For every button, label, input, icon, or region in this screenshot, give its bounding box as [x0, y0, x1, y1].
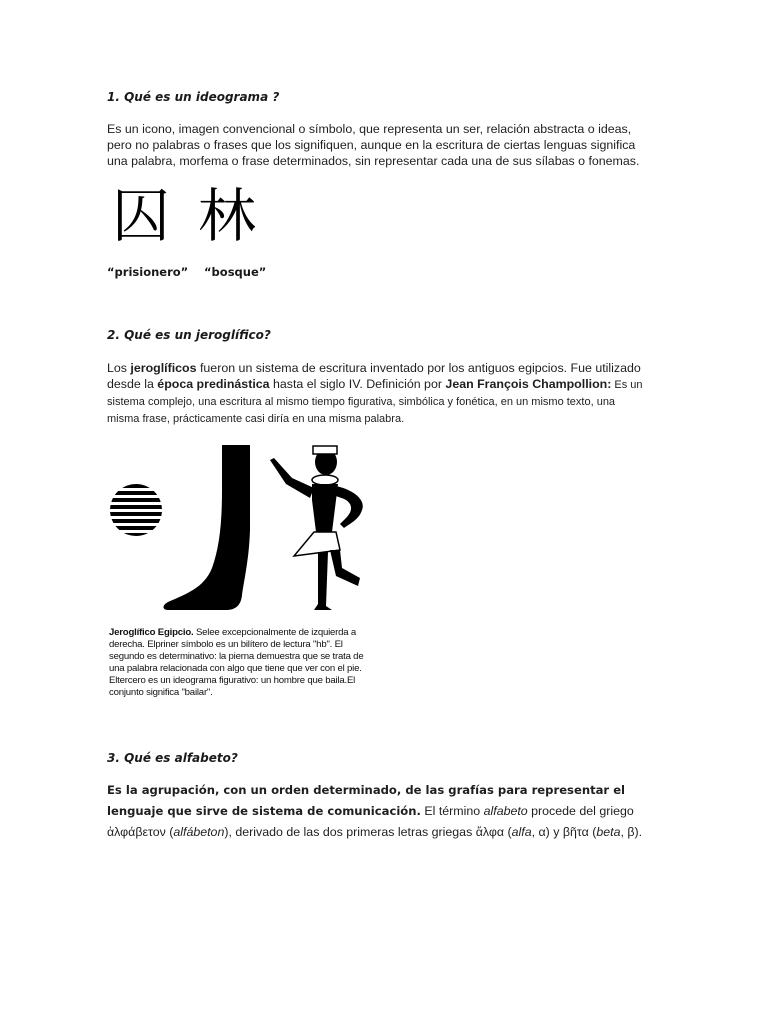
bold-champollion: Jean François Champollion:: [445, 377, 612, 391]
striped-disc-icon: [108, 484, 164, 537]
italic-term: alfábeton: [173, 825, 225, 839]
paragraph-ideograma: Es un icono, imagen convencional o símbolo, que representa un ser, relación abstracta o ideas, pero no palabras o frases que los signifiquen, aunque en la escritura de ciertas lenguas significa una palabra, morfema o frase determinados, sin representar cada una de sus sílabas o fonemas.: [107, 122, 640, 168]
italic-term: alfabeto: [483, 804, 528, 818]
italic-term: alfa: [511, 825, 532, 839]
label-bosque: “bosque”: [204, 265, 267, 279]
hanzi-prisionero: 囚: [112, 182, 171, 250]
text-run: , α) y βῆτα (: [531, 825, 597, 839]
caption-bold: Jeroglífico Egipcio.: [109, 627, 194, 638]
text-run: Los: [107, 361, 131, 375]
paragraph-alfabeto: [107, 780, 667, 843]
text-run-small: Es un sistema complejo, una escritura al mismo tiempo figurativa, simbólica y fonética, en un mismo texto, una misma frase, prácticamente casi diría en una misma palabra.: [107, 379, 643, 425]
caption-text: Selee excepcionalmente de izquierda a derecha. Elpriner símbolo es un bilítero de lectura "hb". El segundo es determinativo: la pierna demuestra que se trata de una palabra relacionada con algo que tiene que ver con el pie. Eltercero es un ideograma figurativo: un hombre que baila.El conjunto significa "bailar".: [109, 627, 364, 698]
caption-jeroglifico: [109, 627, 371, 699]
italic-term: beta: [596, 825, 621, 839]
text-run: fueron un sistema de escritura inventado por los antiguos egipcios. Fue utilizado desde la: [107, 361, 641, 391]
bold-definition: Es la agrupación, con un orden determinado, de las grafías para representar el lenguaje que sirve de sistema de comunicación.: [107, 783, 626, 818]
paragraph-jeroglifico: [107, 360, 647, 427]
text-run: ), derivado de las dos primeras letras griegas ἄλφα (: [224, 825, 512, 839]
heading-ideograma: 1. Qué es un ideograma ?: [107, 90, 280, 104]
heading-alfabeto: 3. Qué es alfabeto?: [107, 751, 238, 765]
bold-epoca: época predinástica: [157, 377, 270, 391]
text-run: , β).: [620, 825, 643, 839]
hieroglyph-figure: [104, 440, 374, 620]
text-run: procede del griego ἀλφάβετον (: [107, 804, 634, 839]
dancing-man-icon: [270, 446, 363, 610]
heading-jeroglifico: 2. Qué es un jeroglífico?: [107, 328, 271, 342]
text-run: El término: [420, 804, 484, 818]
text-run: hasta el siglo IV. Definición por: [269, 377, 446, 391]
label-prisionero: “prisionero”: [107, 265, 189, 279]
bold-jeroglificos: jeroglíficos: [130, 361, 197, 375]
hanzi-bosque: 林: [198, 182, 257, 250]
leg-icon: [164, 445, 251, 610]
